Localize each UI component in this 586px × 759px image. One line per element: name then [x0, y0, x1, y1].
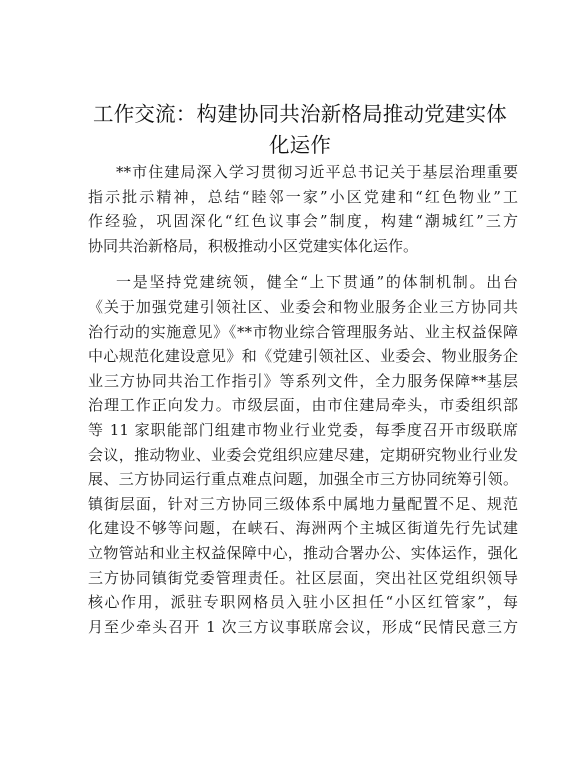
- paragraph-line: 三方协同镇街党委管理责任。社区层面，突出社区党组织领导: [88, 568, 518, 587]
- paragraph-line: 展、三方协同运行重点难点问题，加强全市三方协同统筹引领。: [88, 470, 518, 489]
- paragraph-line: 协同共治新格局，积极推动小区党建实体化运作。: [88, 236, 419, 255]
- paragraph-line: 化建设不够等问题，在峡石、海洲两个主城区街道先行先试建: [88, 519, 518, 538]
- paragraph-line: 治行动的实施意见》《**市物业综合管理服务站、业主权益保障: [88, 322, 518, 341]
- paragraph-line: 中心规范化建设意见》和《党建引领社区、业委会、物业服务企: [88, 347, 518, 366]
- document-title: [80, 99, 520, 161]
- paragraph-line: 镇街层面，针对三方协同三级体系中属地力量配置不足、规范: [88, 494, 518, 513]
- paragraph-line: 《关于加强党建引领社区、业委会和物业服务企业三方协同共: [88, 297, 518, 316]
- paragraph-party-leadership: [88, 270, 518, 639]
- paragraph-line: 治理工作正向发力。市级层面，由市住建局牵头，市委组织部: [88, 396, 518, 415]
- paragraph-line: 立物管站和业主权益保障中心，推动合署办公、实体运作，强化: [88, 543, 518, 562]
- paragraph-line: 业三方协同共治工作指引》等系列文件，全力服务保障**基层: [88, 371, 518, 390]
- paragraph-line: 一是坚持党建统领，健全“上下贯通”的体制机制。出台: [116, 273, 518, 292]
- paragraph-line: 等 11 家职能部门组建市物业行业党委，每季度召开市级联席: [88, 420, 518, 439]
- paragraph-intro: [88, 160, 518, 258]
- paragraph-line: 月至少牵头召开 1 次三方议事联席会议，形成“民情民意三方: [88, 617, 518, 636]
- paragraph-line: 指示批示精神，总结“睦邻一家”小区党建和“红色物业”工: [88, 187, 518, 206]
- title-line: 化运作: [268, 133, 332, 157]
- document-body: [88, 160, 518, 639]
- title-line: 工作交流：构建协同共治新格局推动党建实体: [93, 102, 507, 126]
- paragraph-line: 作经验，巩固深化“红色议事会”制度，构建“潮城红”三方: [88, 212, 518, 231]
- paragraph-line: 核心作用，派驻专职网格员入驻小区担任“小区红管家”，每: [88, 593, 518, 612]
- paragraph-line: 会议，推动物业、业委会党组织应建尽建，定期研究物业行业发: [88, 445, 518, 464]
- paragraph-line: **市住建局深入学习贯彻习近平总书记关于基层治理重要: [116, 163, 518, 181]
